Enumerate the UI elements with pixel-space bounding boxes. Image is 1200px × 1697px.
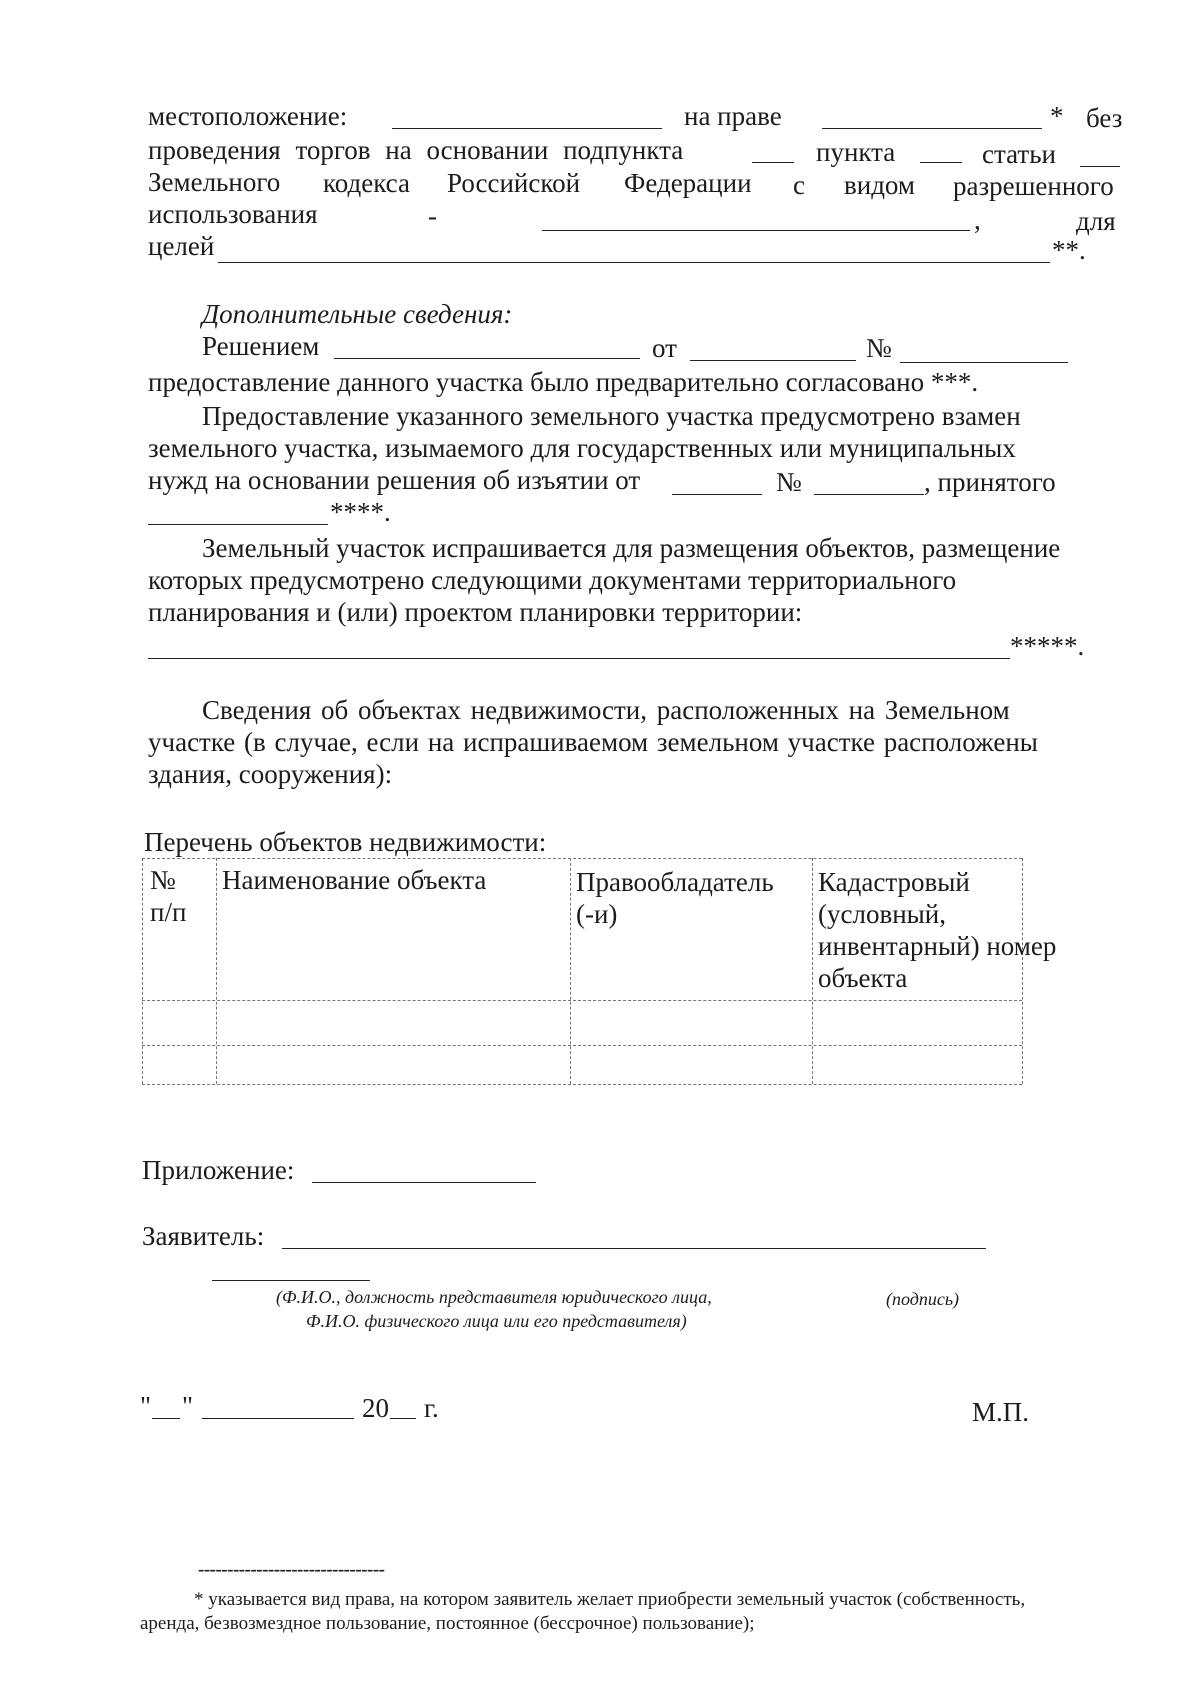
land-word: Земельного <box>148 167 281 197</box>
documents-blank[interactable] <box>148 658 1010 659</box>
additional-heading: Дополнительные сведения: <box>202 299 513 329</box>
conducting-text: проведения торгов на основании подпункта <box>148 135 684 165</box>
exchange-line-3a: нужд на основании решения об изъятии от <box>148 465 641 495</box>
signature-hint: (подпись) <box>886 1289 960 1309</box>
use-kind-blank[interactable] <box>542 230 970 231</box>
attachment-label: Приложение: <box>142 1155 295 1185</box>
date-year-suffix: г. <box>424 1393 439 1423</box>
on-right-label: на праве <box>684 101 782 131</box>
property-line-2: участке (в случае, если на испрашиваемом земельном участке расположены <box>148 727 1038 757</box>
agreed-text: предоставление данного участка было предварительно согласовано ***. <box>148 367 979 397</box>
placement-line-3: планирования и (или) проектом планировки территории: <box>148 597 803 627</box>
header-owner-1: Правообладатель <box>576 867 774 897</box>
header-name: Наименование объекта <box>222 865 487 895</box>
right-kind-blank[interactable] <box>822 128 1042 129</box>
exchange-line-2: земельного участка, изымаемого для государственных или муниципальных <box>148 433 1016 463</box>
code-word: кодекса <box>323 168 410 198</box>
location-label: местоположение: <box>148 101 348 131</box>
table-row[interactable] <box>143 1046 1022 1083</box>
withdrawal-date-blank[interactable] <box>672 494 762 495</box>
property-line-3: здания, сооружения): <box>148 759 393 789</box>
date-quote-close: " <box>182 1391 194 1421</box>
placement-stars: *****. <box>1010 631 1085 661</box>
article-blank[interactable] <box>1080 166 1120 167</box>
stamp-place: М.П. <box>972 1397 1030 1427</box>
table-border-top <box>142 858 1022 859</box>
signature-blank[interactable] <box>212 1280 370 1281</box>
footnote-line-1: * указывается вид права, на котором заявитель желает приобрести земельный участок (собственность, <box>194 1589 1026 1610</box>
without-label: без <box>1086 103 1123 133</box>
table-row[interactable] <box>143 1001 1022 1044</box>
property-line-1: Сведения об объектах недвижимости, расположенных на Земельном <box>202 695 1010 725</box>
use-comma: , <box>974 205 981 235</box>
clause-blank[interactable] <box>920 162 962 163</box>
attachment-blank[interactable] <box>312 1182 536 1183</box>
header-cadastral-1: Кадастровый <box>818 867 970 897</box>
decision-num-label: № <box>866 333 892 363</box>
for-word: для <box>1076 206 1116 236</box>
issuer-blank[interactable] <box>148 524 328 525</box>
location-blank[interactable] <box>392 128 662 129</box>
header-owner-2: (-и) <box>576 899 618 929</box>
header-cadastral-3: инвентарный) номер <box>818 931 1057 961</box>
date-day-blank[interactable] <box>152 1418 180 1419</box>
exchange-line-3c: , принятого <box>924 467 1056 497</box>
goals-word: целей <box>148 231 215 261</box>
decision-from-label: от <box>652 333 677 363</box>
date-year-prefix: 20 <box>362 1393 389 1423</box>
goals-blank[interactable] <box>218 262 1050 263</box>
use-word: использования <box>148 199 318 229</box>
header-number-1: № <box>150 865 176 895</box>
date-month-blank[interactable] <box>202 1418 354 1419</box>
table-border-bottom <box>142 1084 1022 1085</box>
permitted-word: разрешенного <box>953 171 1114 201</box>
decision-number-blank[interactable] <box>900 362 1068 363</box>
goals-stars: **. <box>1052 235 1086 265</box>
use-dash: - <box>428 201 437 231</box>
subclause-blank[interactable] <box>752 162 794 163</box>
applicant-blank[interactable] <box>282 1248 986 1249</box>
kind-word: видом <box>844 170 916 200</box>
with-word: с <box>793 170 805 200</box>
applicant-hint-2: Ф.И.О. физического лица или его представителя) <box>306 1311 687 1331</box>
federation-word: Федерации <box>624 168 752 198</box>
footnote-line-2: аренда, безвозмездное пользование, постоянное (бессрочное) пользование); <box>140 1613 755 1634</box>
decision-date-blank[interactable] <box>690 360 856 361</box>
exchange-num-label: № <box>776 467 802 497</box>
russian-word: Российской <box>447 168 581 198</box>
article-label: статьи <box>982 139 1056 169</box>
applicant-hint-1: (Ф.И.О., должность представителя юридического лица, <box>276 1287 712 1307</box>
decision-label: Решением <box>202 331 320 361</box>
placement-line-2: которых предусмотрено следующими документами территориального <box>148 565 957 595</box>
footnote-separator: -------------------------------- <box>198 1559 385 1580</box>
decision-blank[interactable] <box>334 358 640 359</box>
placement-line-1: Земельный участок испрашивается для размещения объектов, размещение <box>202 533 1061 563</box>
applicant-label: Заявитель: <box>142 1221 265 1251</box>
exchange-line-1: Предоставление указанного земельного участка предусмотрено взамен <box>202 401 1021 431</box>
header-cadastral-2: (условный, <box>818 899 946 929</box>
withdrawal-number-blank[interactable] <box>814 494 924 495</box>
clause-label: пункта <box>816 137 896 167</box>
exchange-stars: ****. <box>330 497 391 527</box>
table-col-line-4 <box>1022 858 1023 1084</box>
header-cadastral-4: объекта <box>818 963 908 993</box>
header-number-2: п/п <box>150 897 187 927</box>
star-mark: * <box>1050 101 1064 131</box>
table-caption: Перечень объектов недвижимости: <box>144 827 547 857</box>
date-year-blank[interactable] <box>390 1418 416 1419</box>
date-quote-open: " <box>140 1391 152 1421</box>
